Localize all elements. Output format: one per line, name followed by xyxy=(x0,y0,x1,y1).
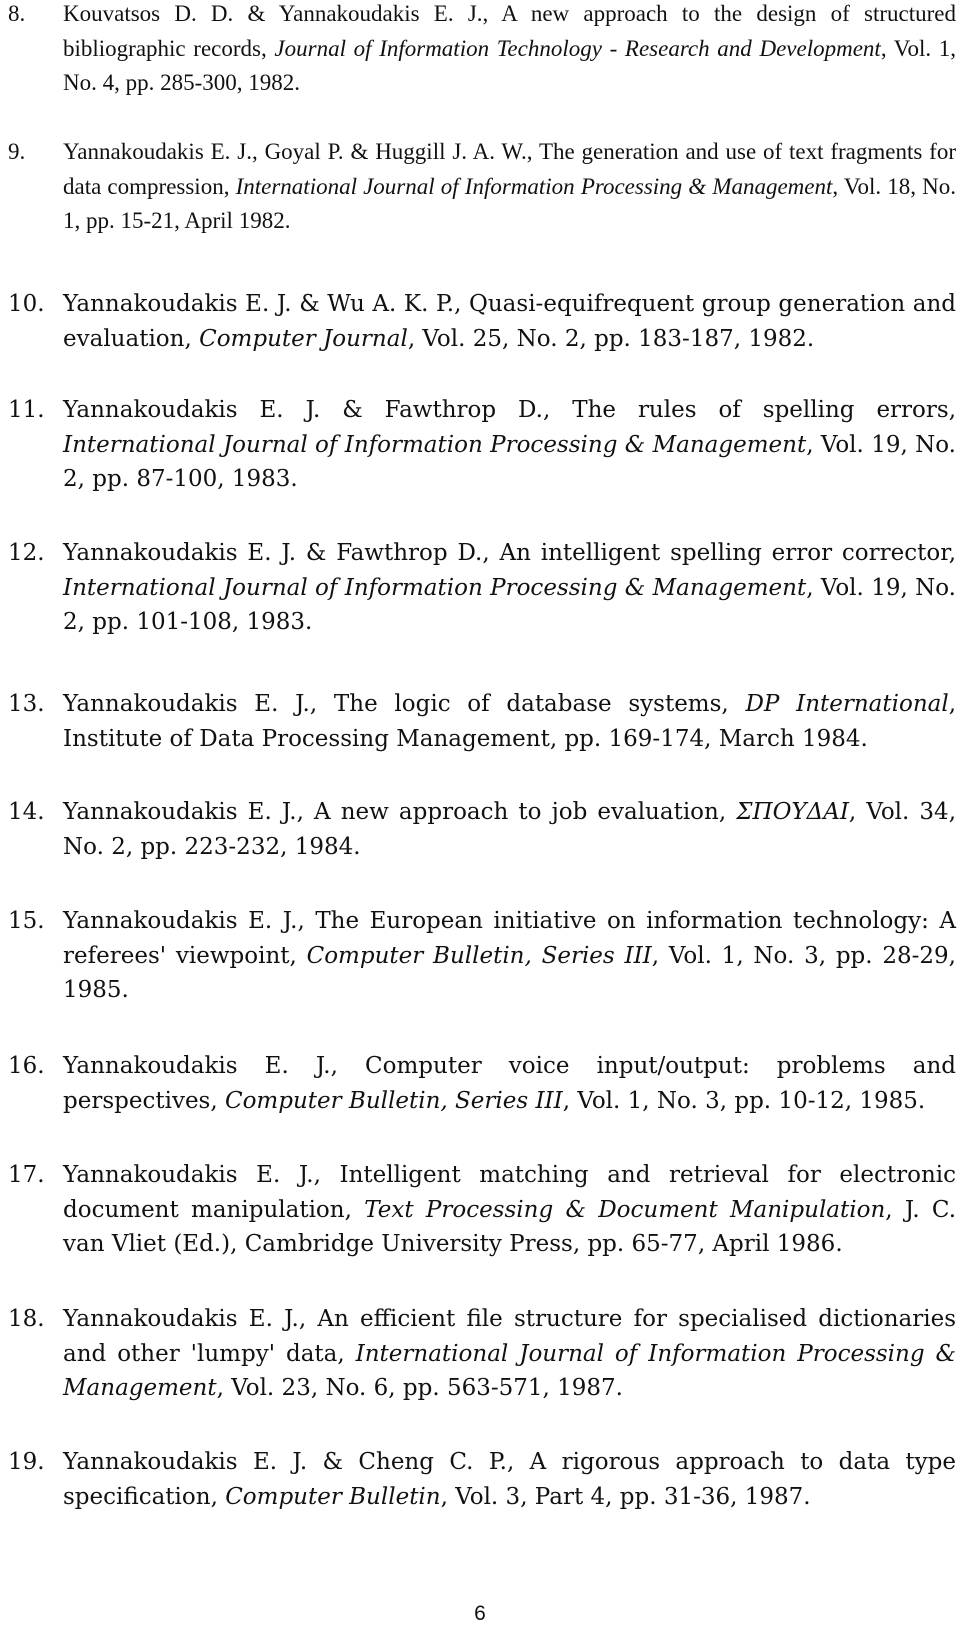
reference-authors: Yannakoudakis E. J. xyxy=(63,1053,331,1079)
reference-source: Computer Bulletin xyxy=(225,1483,441,1510)
reference-source: ΣΠΟΥΔΑΙ xyxy=(736,799,849,825)
reference-title: An intelligent spelling error corrector xyxy=(499,540,949,566)
reference-title: A rigorous approach to data type specification xyxy=(63,1449,956,1510)
reference-text xyxy=(63,0,956,101)
reference-source: International Journal of Information Processing & Management xyxy=(235,173,833,199)
reference-authors: Yannakoudakis E. J. & Fawthrop D. xyxy=(63,397,543,423)
reference-number: 9. xyxy=(8,139,26,164)
reference-number: 10. xyxy=(8,291,45,317)
reference-title: The logic of database systems xyxy=(333,691,722,717)
separator: , xyxy=(261,35,275,61)
reference-authors: Kouvatsos D. D. & Yannakoudakis E. J. xyxy=(63,1,483,26)
separator: , xyxy=(309,691,334,717)
reference-source: International Journal of Information Processing & Management xyxy=(63,431,807,458)
reference-text xyxy=(63,287,956,356)
reference-number: 11. xyxy=(8,397,45,423)
reference-details: , Vol. 19, No. 2, pp. 87-100, 1983. xyxy=(63,431,956,492)
reference-number: 16. xyxy=(8,1053,45,1079)
reference-number: 15. xyxy=(8,908,45,934)
reference-source: Computer Bulletin, Series III xyxy=(224,1087,563,1114)
reference-source: Computer Journal xyxy=(199,325,408,352)
reference-source: International Journal of Information Processing & Management xyxy=(63,574,807,601)
separator: , xyxy=(948,397,957,423)
reference-details: , Vol. 1, No. 4, pp. 285-300, 1982. xyxy=(63,35,957,95)
reference-text xyxy=(63,1049,956,1118)
reference-details: , Vol. 34, No. 2, pp. 223-232, 1984. xyxy=(63,799,957,860)
reference-text xyxy=(63,1302,956,1406)
separator: , xyxy=(482,540,500,566)
separator: , xyxy=(721,691,746,717)
separator: , xyxy=(718,799,737,825)
reference-authors: Yannakoudakis E. J. xyxy=(63,1306,299,1332)
separator: , xyxy=(289,942,307,969)
separator: , xyxy=(184,325,200,352)
separator: , xyxy=(330,1053,366,1079)
reference-title: A new approach to job evaluation xyxy=(314,799,719,825)
reference-source: Text Processing & Document Manipulation xyxy=(364,1196,886,1223)
reference-authors: Yannakoudakis E. J. & Wu A. K. P. xyxy=(63,291,455,317)
reference-details: , Vol. 25, No. 2, pp. 183-187, 1982. xyxy=(407,325,815,352)
separator: , xyxy=(296,799,315,825)
reference-text xyxy=(63,135,956,239)
reference-authors: Yannakoudakis E. J. xyxy=(63,908,298,934)
reference-details: , Vol. 18, No. 1, pp. 15-21, April 1982. xyxy=(63,173,957,233)
separator: , xyxy=(506,1449,530,1475)
separator: , xyxy=(313,1162,340,1188)
reference-details: , J. C. van Vliet (Ed.), Cambridge University Press, pp. 65-77, April 1986. xyxy=(63,1196,957,1257)
reference-title: The European initiative on information technology: A referees' viewpoint xyxy=(63,908,956,969)
reference-title: A new approach to the design of structured bibliographic records xyxy=(63,1,957,61)
reference-authors: Yannakoudakis E. J. xyxy=(63,1162,314,1188)
separator: , xyxy=(526,139,539,164)
reference-authors: Yannakoudakis E. J. & Cheng C. P. xyxy=(63,1449,507,1475)
separator: , xyxy=(542,397,573,423)
separator: , xyxy=(454,291,470,317)
reference-text xyxy=(63,904,956,1008)
separator: , xyxy=(298,1306,318,1332)
reference-source: Computer Bulletin, Series III xyxy=(306,942,652,969)
reference-number: 13. xyxy=(8,691,45,717)
reference-source: Journal of Information Technology - Research and Development xyxy=(274,35,881,61)
reference-title: Intelligent matching and retrieval for electronic document manipulation xyxy=(63,1162,957,1223)
reference-source: International Journal of Information Processing & Management xyxy=(63,1340,956,1401)
reference-number: 18. xyxy=(8,1306,45,1332)
reference-source: DP International xyxy=(745,691,949,717)
reference-number: 14. xyxy=(8,799,45,825)
reference-details: , Institute of Data Processing Management, pp. 169-174, March 1984. xyxy=(63,691,957,752)
reference-number: 8. xyxy=(8,1,26,26)
page-number: 6 xyxy=(474,1602,486,1625)
reference-title: The generation and use of text fragments for data compression xyxy=(63,139,956,199)
reference-text xyxy=(63,1158,956,1262)
reference-title: Quasi-equifrequent group generation and evaluation xyxy=(63,291,956,352)
reference-text xyxy=(63,1445,956,1514)
separator: , xyxy=(223,173,236,199)
reference-title: Computer voice input/output: problems and perspectives xyxy=(63,1053,957,1114)
reference-authors: Yannakoudakis E. J. xyxy=(63,691,310,717)
reference-text xyxy=(63,687,956,756)
reference-number: 19. xyxy=(8,1449,45,1475)
reference-text xyxy=(63,536,956,640)
reference-title: An efficient file structure for specialised dictionaries and other 'lumpy' data xyxy=(63,1306,957,1367)
reference-text xyxy=(63,393,956,497)
reference-number: 12. xyxy=(8,540,45,566)
separator: , xyxy=(210,1087,225,1114)
separator: , xyxy=(297,908,316,934)
reference-details: , Vol. 1, No. 3, pp. 10-12, 1985. xyxy=(562,1087,926,1114)
reference-authors: Yannakoudakis E. J. xyxy=(63,799,297,825)
reference-text xyxy=(63,795,956,864)
reference-authors: Yannakoudakis E. J. & Fawthrop D. xyxy=(63,540,483,566)
reference-authors: Yannakoudakis E. J., Goyal P. & Huggill J. A. W. xyxy=(63,139,527,164)
reference-details: , Vol. 1, No. 3, pp. 28-29, 1985. xyxy=(63,942,956,1003)
separator: , xyxy=(210,1483,226,1510)
reference-details: , Vol. 23, No. 6, pp. 563-571, 1987. xyxy=(216,1375,623,1401)
separator: , xyxy=(948,540,956,566)
separator: , xyxy=(337,1340,356,1367)
reference-title: The rules of spelling errors xyxy=(572,397,949,423)
reference-details: , Vol. 19, No. 2, pp. 101-108, 1983. xyxy=(63,574,956,635)
separator: , xyxy=(344,1196,365,1223)
separator: , xyxy=(482,1,502,26)
reference-number: 17. xyxy=(8,1162,45,1188)
reference-details: , Vol. 3, Part 4, pp. 31-36, 1987. xyxy=(440,1483,811,1510)
